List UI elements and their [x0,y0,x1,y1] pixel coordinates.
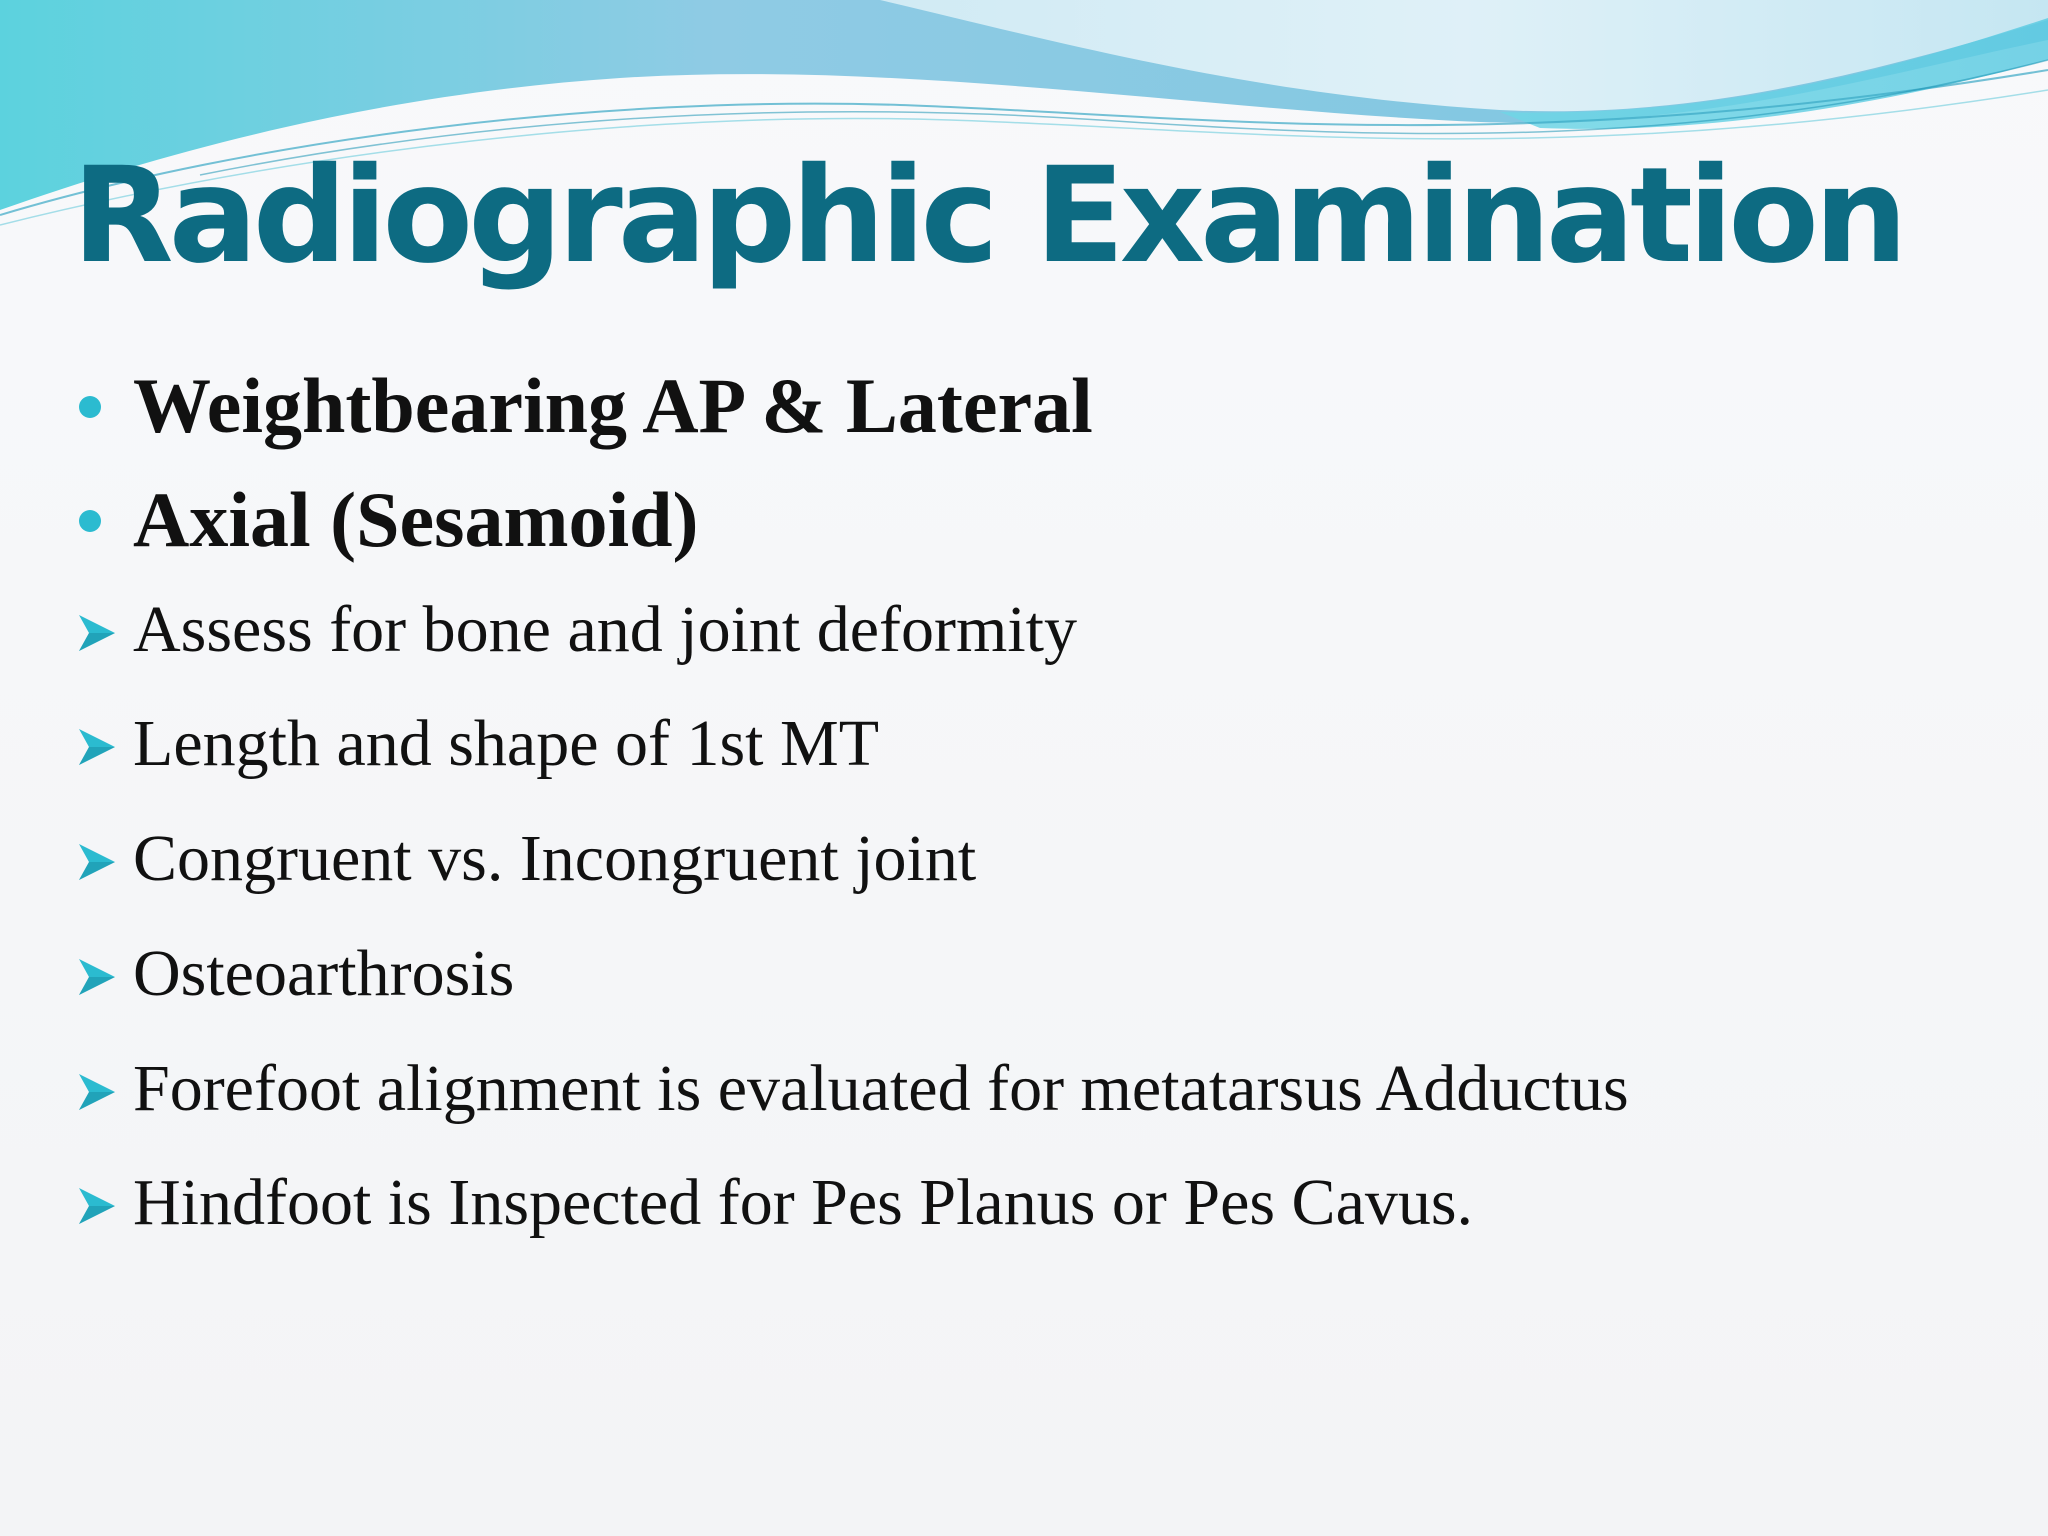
bullet-text: Weightbearing AP & Lateral [133,362,1093,449]
arrow-item-text: Osteoarthrosis [133,937,515,1010]
arrow-item-text: Assess for bone and joint deformity [133,593,1078,666]
arrow-bullet-icon [75,955,119,999]
arrow-bullet-icon [75,840,119,884]
arrow-bullet-icon [75,725,119,769]
arrow-bullet-icon [75,1184,119,1228]
arrow-item-text: Congruent vs. Incongruent joint [133,822,977,895]
slide-title: Radiographic Examination [72,139,1903,293]
bullet-dot-icon [79,396,101,418]
bullet-text: Axial (Sesamoid) [133,476,699,563]
arrow-bullet-icon [75,611,119,655]
arrow-bullet-icon [75,1070,119,1114]
arrow-item-text: Hindfoot is Inspected for Pes Planus or Pes Cavus. [133,1166,1474,1239]
arrow-item-text: Length and shape of 1st MT [133,707,880,780]
bullet-dot-icon [79,510,101,532]
arrow-item-text: Forefoot alignment is evaluated for metatarsus Adductus [133,1052,1629,1125]
